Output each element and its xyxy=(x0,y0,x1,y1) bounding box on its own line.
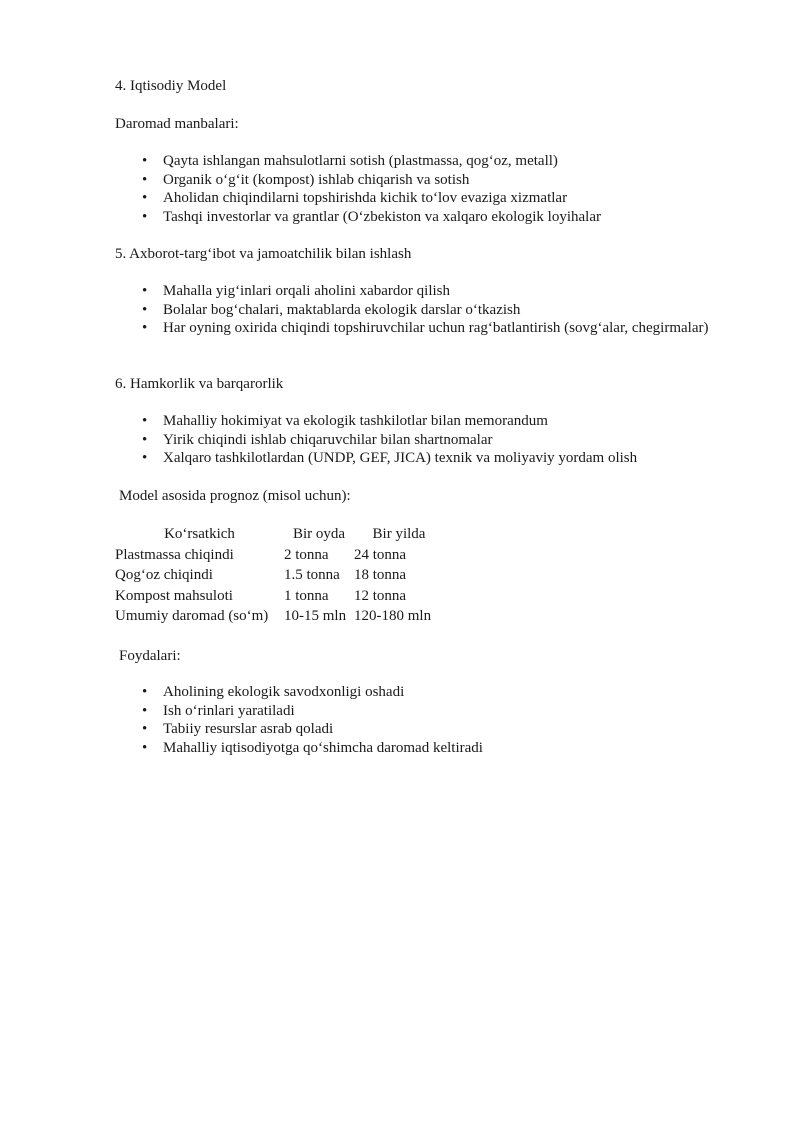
bullet-icon: • xyxy=(142,208,148,225)
list-item: • Organik o‘g‘it (kompost) ishlab chiqarish va sotish xyxy=(142,171,470,188)
forecast-heading: Model asosida prognoz (misol uchun): xyxy=(119,488,351,504)
section-5-heading: 5. Axborot-targ‘ibot va jamoatchilik bilan ishlash xyxy=(115,246,412,262)
table-cell: 10-15 mln xyxy=(284,608,347,624)
section-4-heading: 4. Iqtisodiy Model xyxy=(115,78,227,94)
table-cell: 2 tonna xyxy=(284,546,329,563)
list-item: • Aholining ekologik savodxonligi oshadi xyxy=(142,684,405,700)
table-cell: 1 tonna xyxy=(284,587,329,604)
table-cell: 1.5 tonna xyxy=(284,567,340,583)
bullet-icon: • xyxy=(142,171,148,188)
list-item: • Tabiiy resurslar asrab qoladi xyxy=(142,721,334,737)
list-item: • Qayta ishlangan mahsulotlarni sotish (plastmassa, qog‘oz, metall) xyxy=(142,153,558,169)
table-cell: 12 tonna xyxy=(354,587,407,604)
bullet-icon: • xyxy=(142,190,148,206)
table-row xyxy=(115,586,444,607)
benefits-list xyxy=(115,683,735,757)
list-item: • Mahalliy hokimiyat va ekologik tashkilotlar bilan memorandum xyxy=(142,413,548,429)
list-item: • Mahalliy iqtisodiyotga qo‘shimcha daromad keltiradi xyxy=(142,739,483,756)
benefits-heading: Foydalari: xyxy=(119,648,181,664)
table-cell: 18 tonna xyxy=(354,567,407,583)
table-cell: 120-180 mln xyxy=(354,608,432,624)
section-6-heading: 6. Hamkorlik va barqarorlik xyxy=(115,376,284,392)
bullet-icon: • xyxy=(142,739,148,756)
table-row xyxy=(115,545,444,566)
table-row xyxy=(115,565,444,586)
table-header: Bir yilda xyxy=(372,526,426,542)
table-row xyxy=(115,606,444,627)
bullet-icon: • xyxy=(142,320,148,336)
bullet-icon: • xyxy=(142,684,148,700)
bullet-icon: • xyxy=(142,413,148,429)
list-item: • Har oyning oxirida chiqindi topshiruvchilar uchun rag‘batlantirish (sovg‘alar, chegirmalar) xyxy=(142,320,709,336)
list-item: • Mahalla yig‘inlari orqali aholini xabardor qilish xyxy=(142,283,451,299)
bullet-icon: • xyxy=(142,301,148,318)
bullet-icon: • xyxy=(142,450,148,466)
forecast-table xyxy=(115,524,444,627)
bullet-icon: • xyxy=(142,153,148,169)
bullet-icon: • xyxy=(142,702,148,719)
income-sources-list xyxy=(115,152,735,226)
table-cell: Qog‘oz chiqindi xyxy=(115,567,213,583)
table-header: Bir oyda xyxy=(292,526,346,542)
table-header: Ko‘rsatkich xyxy=(164,526,235,542)
bullet-icon: • xyxy=(142,283,148,299)
list-item: • Ish o‘rinlari yaratiladi xyxy=(142,702,295,719)
bullet-icon: • xyxy=(142,431,148,448)
bullet-icon: • xyxy=(142,721,148,737)
list-item: • Xalqaro tashkilotlardan (UNDP, GEF, JICA) texnik va moliyaviy yordam olish xyxy=(142,450,638,466)
list-item: • Tashqi investorlar va grantlar (O‘zbekiston va xalqaro ekologik loyihalar xyxy=(142,208,601,225)
income-sources-label: Daromad manbalari: xyxy=(115,116,239,132)
table-cell: Kompost mahsuloti xyxy=(115,587,233,604)
table-cell: 24 tonna xyxy=(354,546,407,563)
list-item: • Yirik chiqindi ishlab chiqaruvchilar bilan shartnomalar xyxy=(142,431,493,448)
table-header-row xyxy=(115,524,444,545)
partnership-list xyxy=(115,412,735,468)
list-item: • Aholidan chiqindilarni topshirishda kichik to‘lov evaziga xizmatlar xyxy=(142,190,568,206)
outreach-list xyxy=(115,282,735,338)
table-cell: Umumiy daromad (so‘m) xyxy=(115,608,269,624)
list-item: • Bolalar bog‘chalari, maktablarda ekologik darslar o‘tkazish xyxy=(142,301,521,318)
table-cell: Plastmassa chiqindi xyxy=(115,546,234,563)
